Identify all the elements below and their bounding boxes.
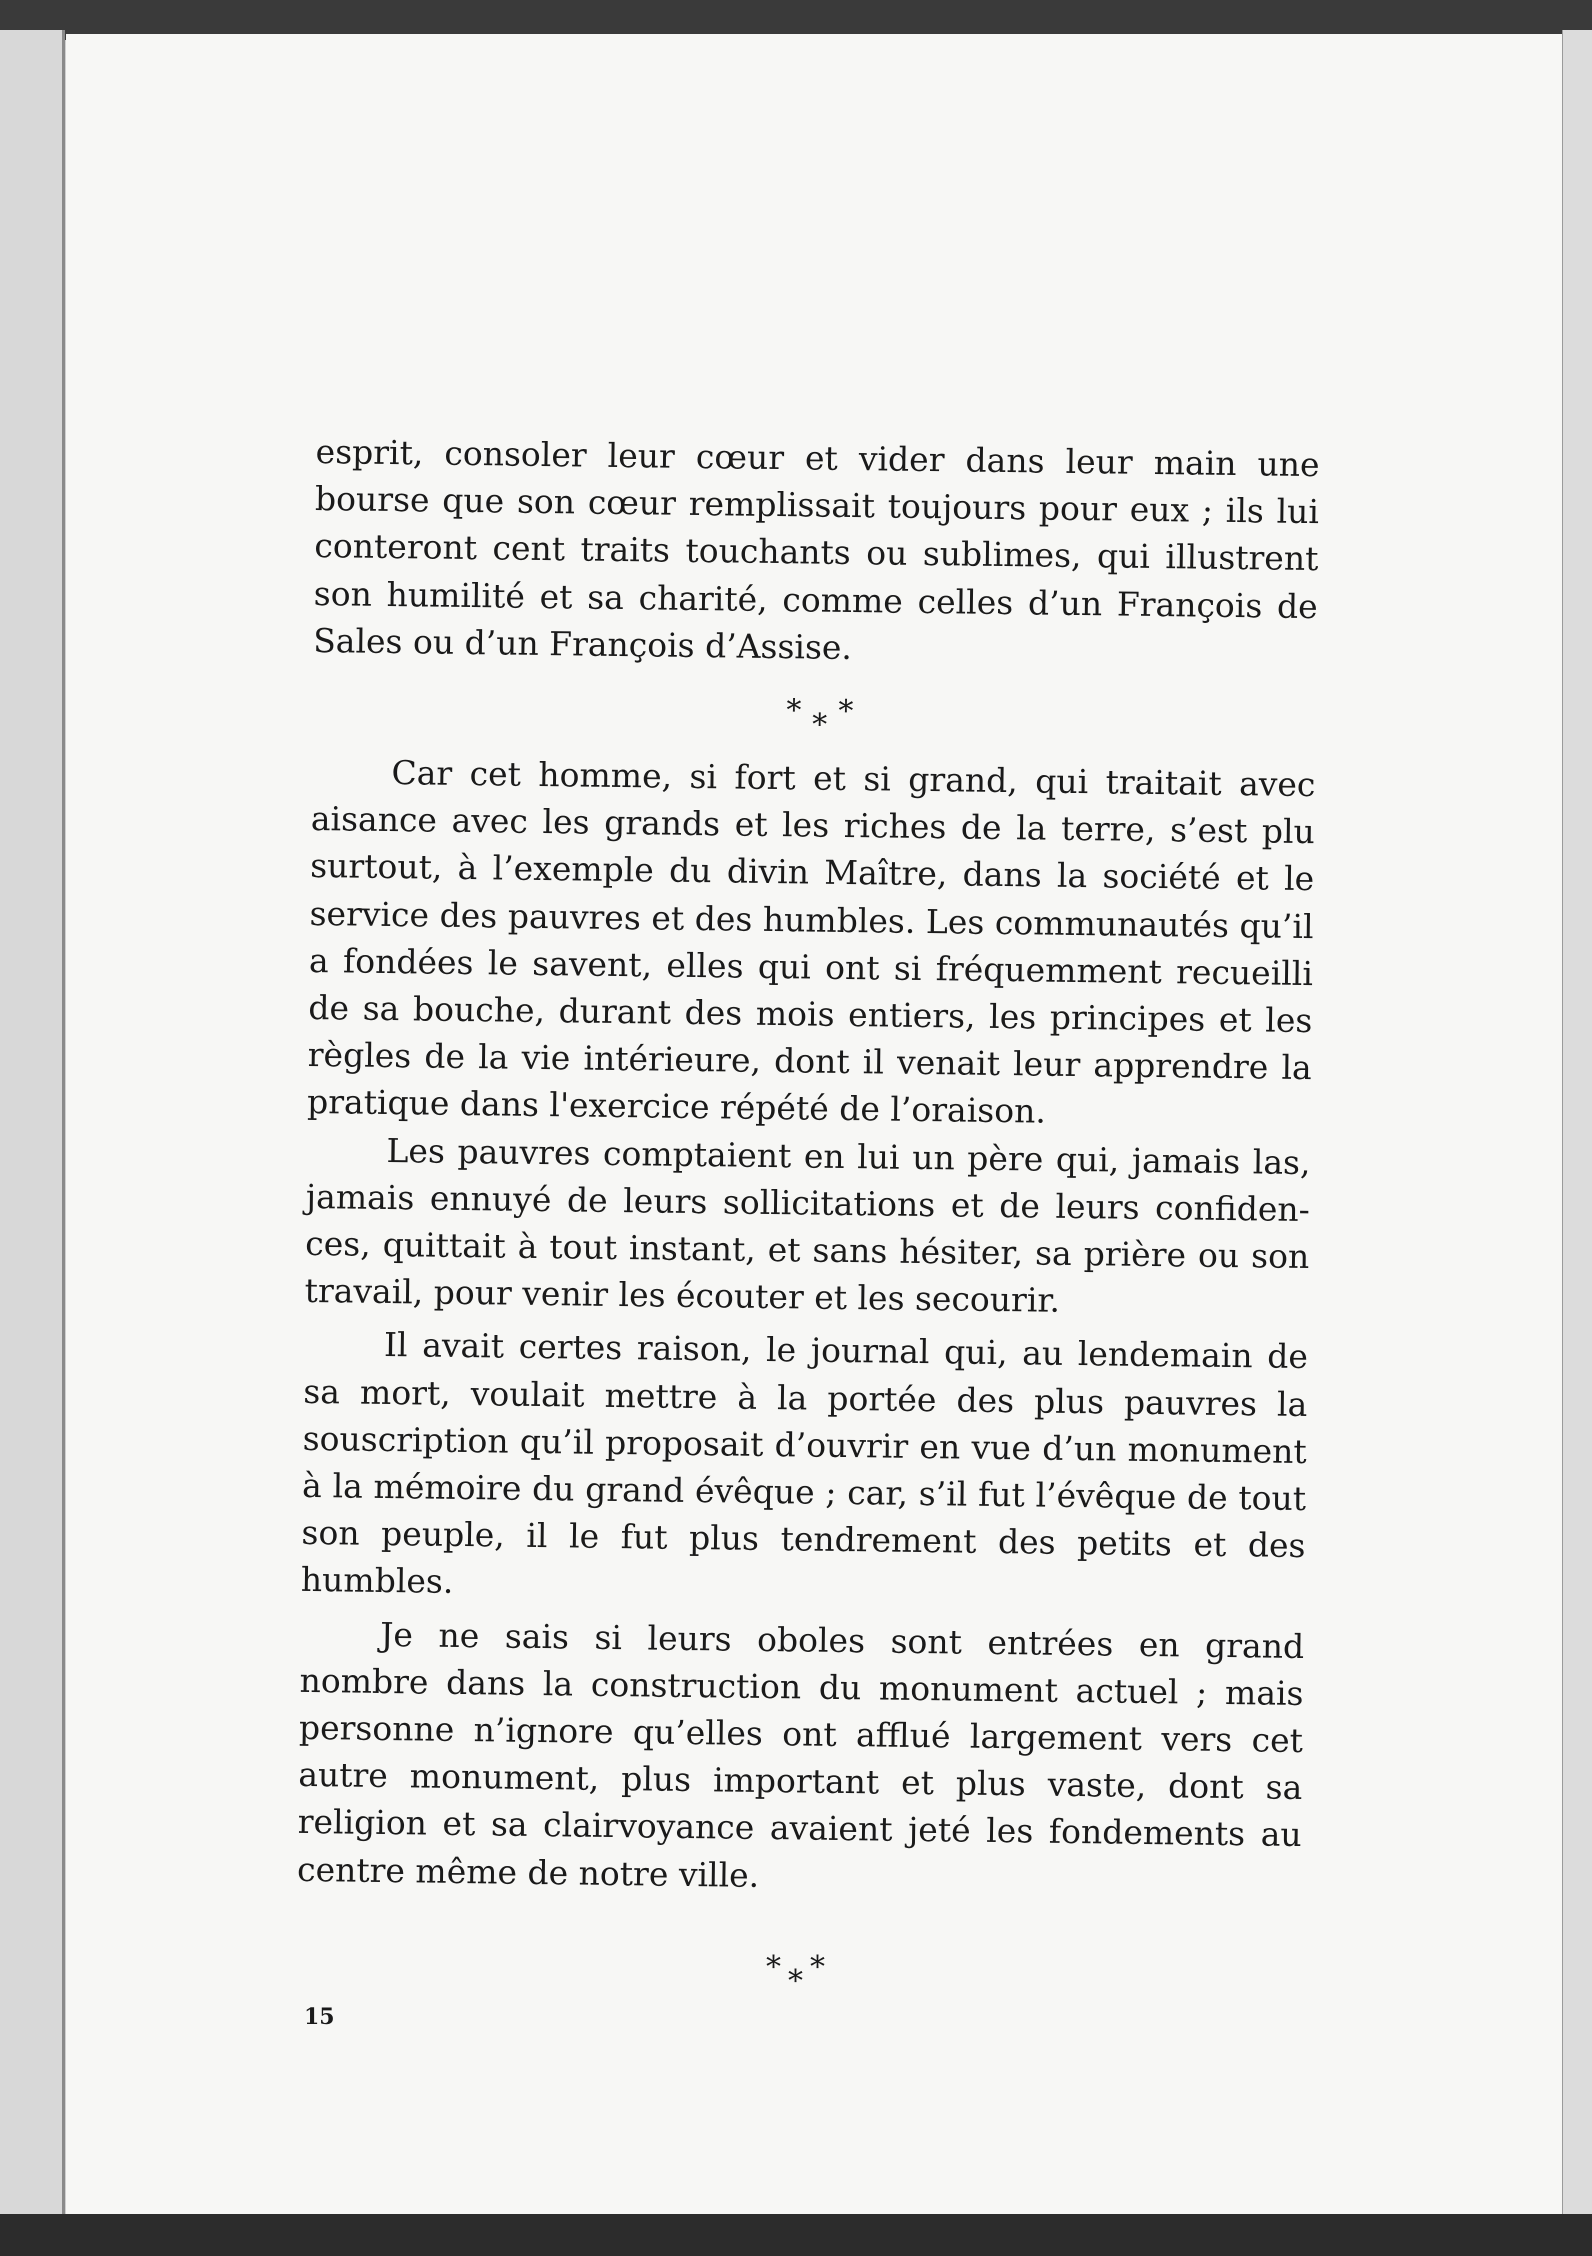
separator-star: * xyxy=(766,1950,781,1985)
separator-star: * xyxy=(786,693,802,729)
paragraph-continuation: esprit, consoler leur cœur et vider dans leur main une bourse que son cœur remplissait toujours pour eux ; ils lui conteront cent traits touchants ou sublimes, qui illustrent son humilité et sa charité, comme celles d’un François de Sales ou d’un François d’Assise. xyxy=(312,431,1320,667)
page-number: 15 xyxy=(304,2004,335,2030)
paragraph: Je ne sais si leurs oboles sont entrées en grand nombre dans la construction du monument actuel ; mais personne n’ignore qu’elles ont afflué largement vers cet autre monument, plus important et plus vaste, dont sa religion et sa clairvoyance avaient jeté les fondements au centre même de notre ville. xyxy=(296,1614,1305,1895)
right-page-edge xyxy=(1562,30,1592,2220)
separator-star: * xyxy=(838,693,854,730)
scan-bottom-border xyxy=(0,2214,1592,2256)
page-body-text xyxy=(297,428,1320,1906)
paragraph: Il avait certes raison, le journal qui, au lendemain de sa mort, voulait mettre à la portée des plus pauvres la souscription qu’il proposait d’ouvrir en vue d’un monument à la mémoire du grand évêque ; car, s’il fut l’évêque de tout son peuple, il le fut plus tendrement des petits et des humbles. xyxy=(300,1325,1309,1602)
asterism-separator-bottom xyxy=(766,1950,826,1999)
left-page-edge xyxy=(0,30,65,2220)
separator-star: * xyxy=(811,707,828,743)
asterism-separator xyxy=(312,680,1317,753)
paragraph: Les pauvres comptaient en lui un père qui, jamais las, jamais ennuyé de leurs sollicitations et de leurs confidences, quittait à tout instant, et sans hésiter, sa prière ou son travail, pour venir les écouter et les secourir. xyxy=(304,1130,1311,1321)
separator-star: * xyxy=(788,1964,803,1999)
paragraph: Car cet homme, si fort et si grand, qui traitait avec aisance avec les grands et les riches de la terre, s’est plu surtout, à l’exemple du divin Maître, dans la société et le service des pauvres et des humbles. Les communautés qu’il a fondées le savent, elles qui ont si fréquemment recueilli de sa bouche, durant des mois entiers, les principes et les règles de la vie intérieure, dont il venait leur apprendre la pratique dans l'exercice répété de l’oraison. xyxy=(306,753,1316,1132)
separator-star: * xyxy=(810,1950,825,1985)
